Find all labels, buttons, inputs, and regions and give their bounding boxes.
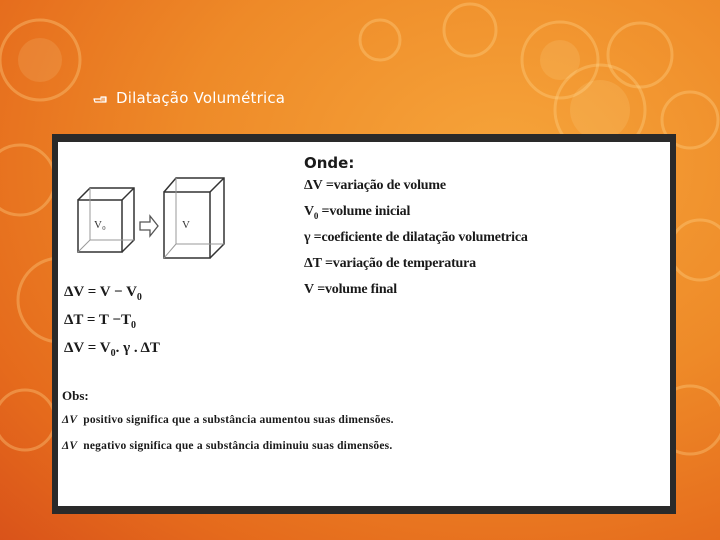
cube-small-label: V₀ bbox=[94, 219, 106, 231]
definition-item: V =volume final bbox=[304, 282, 397, 297]
obs-line: ΔV positivo significa que a substância aumentou suas dimensões. bbox=[62, 414, 394, 426]
obs-line: ΔV negativo significa que a substância diminuiu suas dimensões. bbox=[62, 440, 393, 452]
definition-item: ΔV =variação de volume bbox=[304, 178, 446, 193]
definition-item: $V_0$ =volume inicial bbox=[304, 204, 411, 221]
image-frame bbox=[52, 134, 676, 514]
hand-pointer-icon bbox=[92, 90, 108, 106]
cube-large-label: V bbox=[182, 219, 190, 231]
definition-item: ΔT =variação de temperatura bbox=[304, 256, 476, 271]
obs-heading: Obs: bbox=[62, 388, 89, 403]
slide-title: Dilatação Volumétrica bbox=[116, 89, 286, 107]
equation-dilatation: $\Delta V = V_0$. γ . ΔT bbox=[64, 340, 160, 359]
onde-heading: Onde: bbox=[304, 154, 355, 172]
equation-delta-v: $\Delta V = V - V_0$ bbox=[64, 284, 142, 303]
scanned-figure bbox=[58, 142, 670, 506]
slide-title-row bbox=[92, 86, 285, 110]
definition-item: γ =coeficiente de dilatação volumetrica bbox=[304, 230, 528, 245]
equation-delta-t: $\Delta T = T -T_0$ bbox=[64, 312, 136, 331]
cubes-diagram bbox=[72, 176, 232, 266]
